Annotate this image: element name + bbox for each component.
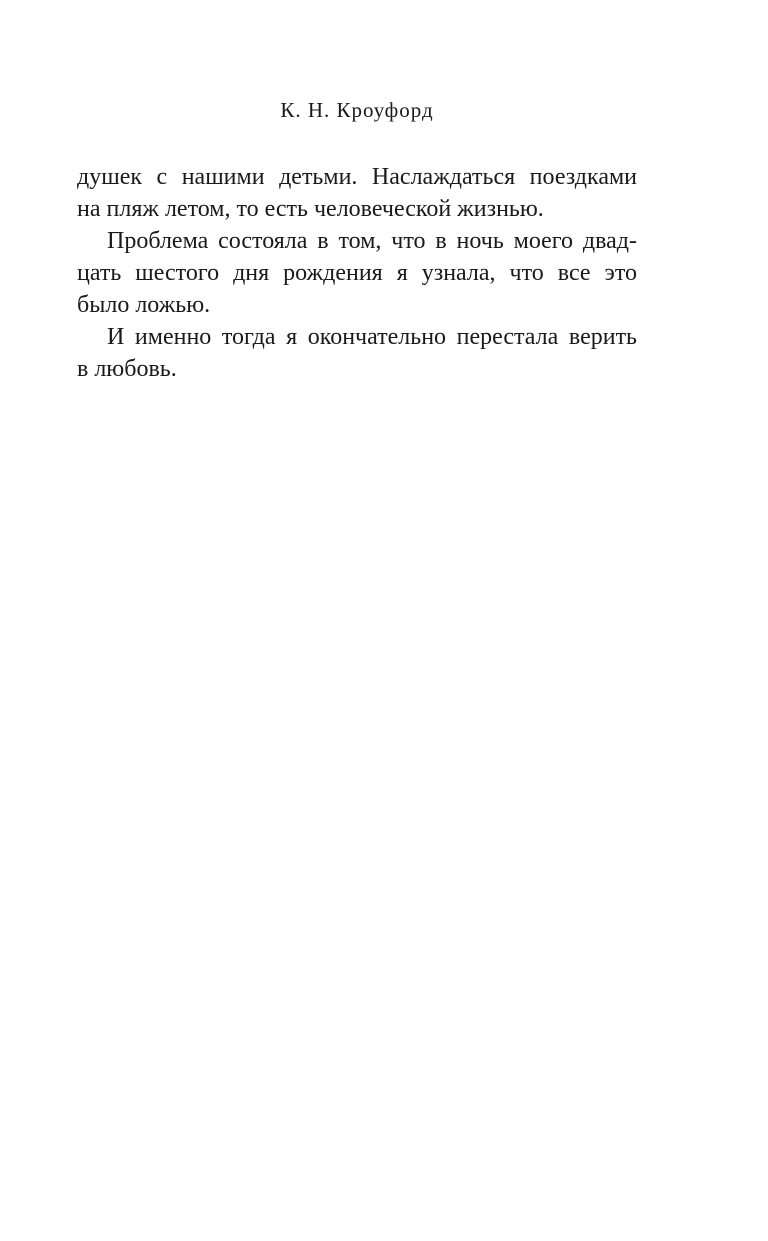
text-line: Проблема состояла в том, что в ночь моего двад-	[107, 228, 637, 254]
text-line: цать шестого дня рождения я узнала, что все это	[77, 260, 637, 286]
text-line: в любовь.	[77, 356, 177, 382]
text-line: душек с нашими детьми. Наслаждаться поездками	[77, 164, 637, 190]
running-head-author: К. Н. Кроуфорд	[280, 98, 434, 122]
body-text	[77, 161, 637, 385]
text-line: было ложью.	[77, 292, 211, 318]
text-line: И именно тогда я окончательно перестала верить	[107, 324, 637, 350]
text-line: на пляж летом, то есть человеческой жизнью.	[77, 196, 544, 222]
